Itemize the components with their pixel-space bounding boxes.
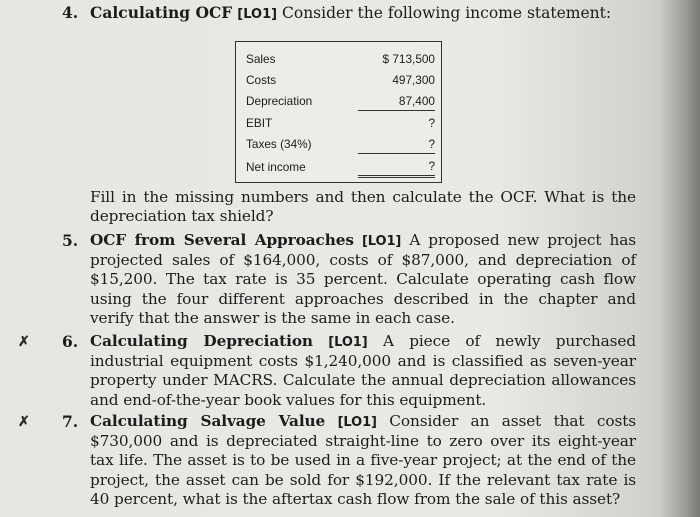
statement-value: ? [428,115,435,130]
problem-5-text [90,231,636,328]
problem-7-tag: [LO1] [337,415,377,430]
statement-label: Taxes (34%) [246,137,312,151]
problem-7-title: Calculating Salvage Value [90,412,326,430]
problem-4-body: Fill in the missing numbers and then calculate the OCF. What is the depreciation tax shield? [90,188,636,226]
statement-row [246,70,435,89]
problem-6-tag: [LO1] [328,335,368,350]
statement-value: 497,300 [392,72,435,87]
problem-7-text [90,412,636,509]
problem-7-check-mark: ✗ [18,414,30,430]
problem-5-body: A proposed new project has projected sales of $164,000, costs of $87,000, and depreciation of $15,200. The tax rate is 35 percent. Calculate operating cash flow using the four different approaches described in the chapter and verify that the answer is the same in each case. [90,231,636,327]
problem-6-body: A piece of newly purchased industrial equipment costs $1,240,000 and is classified as seven-year property under MACRS. Calculate the annual depreciation allowances and end-of-the-year book values for this equipment. [90,332,637,409]
problem-4-intro: Consider the following income statement: [282,4,612,22]
statement-row [246,134,435,154]
problem-7-number: 7. [62,412,79,431]
problem-4-heading [90,3,611,22]
problem-4-tag: [LO1] [237,7,278,22]
problem-6-number: 6. [62,332,79,351]
problem-6-title: Calculating Depreciation [90,332,313,350]
statement-row [246,156,435,178]
statement-label: Depreciation [246,94,313,108]
problem-5-title: OCF from Several Approaches [90,231,354,249]
statement-row [246,113,435,132]
page-binding-shadow [660,0,700,517]
statement-label: Net income [246,160,306,174]
statement-value: ? [358,156,435,178]
statement-label: Sales [246,51,276,66]
problem-6-text [90,332,636,410]
statement-value: ? [358,134,435,154]
statement-label: EBIT [246,115,273,130]
problem-4-number: 4. [62,3,79,22]
statement-value: 87,400 [358,91,435,111]
problem-5-tag: [LO1] [361,234,402,249]
statement-label: Costs [246,72,277,87]
statement-row [246,49,435,68]
statement-value: $ 713,500 [382,51,435,66]
problem-4-title: Calculating OCF [90,3,233,22]
income-statement [235,41,442,183]
problem-6-check-mark: ✗ [18,334,30,350]
statement-row [246,91,435,111]
problem-7-body: Consider an asset that costs $730,000 and is depreciated straight-line to zero over its eight-year tax life. The asset is to be used in a five-year project; at the end of the project, the asset can be sold for $192,000. If the relevant tax rate is 40 percent, what is the aftertax cash flow from the sale of this asset? [90,412,636,508]
problem-5-number: 5. [62,231,79,250]
